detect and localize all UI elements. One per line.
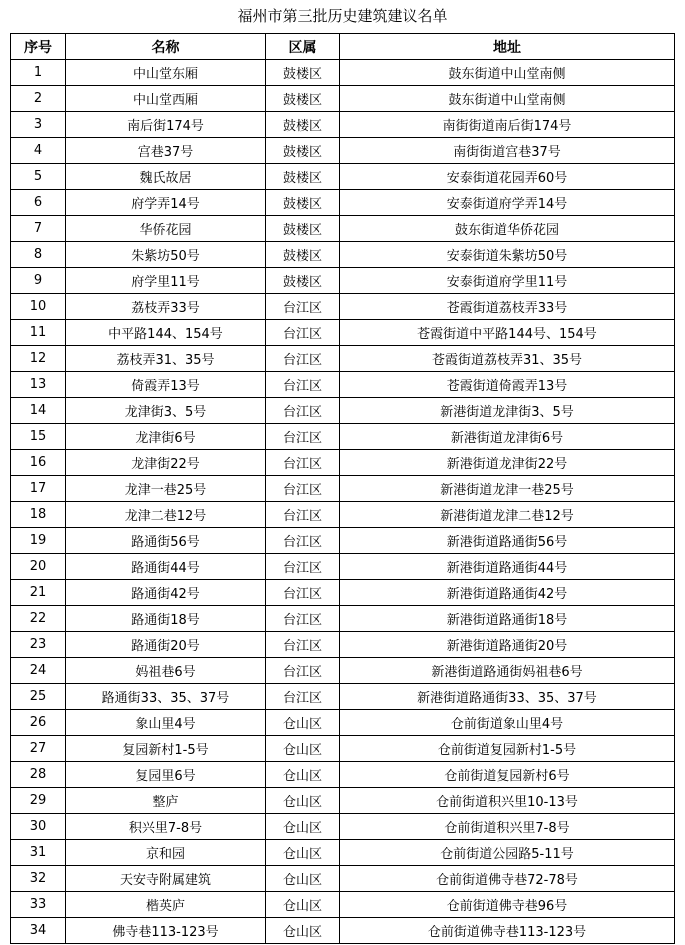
cell-address: 安泰街道府学弄14号 [340, 190, 675, 216]
cell-index: 28 [11, 762, 66, 788]
cell-name: 魏氏故居 [66, 164, 266, 190]
cell-district: 仓山区 [266, 918, 340, 944]
cell-name: 路通街20号 [66, 632, 266, 658]
cell-district: 台江区 [266, 476, 340, 502]
cell-district: 仓山区 [266, 736, 340, 762]
table-row [11, 268, 675, 294]
cell-address: 仓前街道积兴里7-8号 [340, 814, 675, 840]
cell-district: 仓山区 [266, 762, 340, 788]
cell-address: 安泰街道府学里11号 [340, 268, 675, 294]
cell-name: 龙津街6号 [66, 424, 266, 450]
cell-index: 3 [11, 112, 66, 138]
cell-address: 仓前街道佛寺巷113-123号 [340, 918, 675, 944]
cell-district: 台江区 [266, 632, 340, 658]
cell-district: 仓山区 [266, 710, 340, 736]
cell-district: 鼓楼区 [266, 60, 340, 86]
cell-index: 7 [11, 216, 66, 242]
cell-district: 仓山区 [266, 840, 340, 866]
cell-name: 中平路144、154号 [66, 320, 266, 346]
cell-address: 南街街道宫巷37号 [340, 138, 675, 164]
table-row [11, 892, 675, 918]
building-list-table [10, 33, 675, 944]
cell-address: 新港街道路通街33、35、37号 [340, 684, 675, 710]
cell-index: 4 [11, 138, 66, 164]
page-title: 福州市第三批历史建筑建议名单 [237, 7, 448, 25]
cell-district: 台江区 [266, 580, 340, 606]
cell-index: 8 [11, 242, 66, 268]
cell-name: 南后街174号 [66, 112, 266, 138]
cell-address: 新港街道龙津街6号 [340, 424, 675, 450]
table-row [11, 762, 675, 788]
cell-index: 25 [11, 684, 66, 710]
cell-address: 鼓东街道华侨花园 [340, 216, 675, 242]
table-row [11, 684, 675, 710]
cell-index: 32 [11, 866, 66, 892]
table-header-row [11, 34, 675, 60]
table-row [11, 528, 675, 554]
cell-address: 仓前街道复园新村6号 [340, 762, 675, 788]
cell-name: 整庐 [66, 788, 266, 814]
cell-address: 新港街道路通街20号 [340, 632, 675, 658]
cell-address: 仓前街道积兴里10-13号 [340, 788, 675, 814]
cell-name: 倚霞弄13号 [66, 372, 266, 398]
cell-index: 24 [11, 658, 66, 684]
cell-district: 台江区 [266, 320, 340, 346]
cell-name: 楷英庐 [66, 892, 266, 918]
cell-district: 台江区 [266, 372, 340, 398]
cell-address: 安泰街道朱紫坊50号 [340, 242, 675, 268]
cell-district: 台江区 [266, 554, 340, 580]
cell-name: 荔枝弄33号 [66, 294, 266, 320]
table-row [11, 138, 675, 164]
cell-address: 南街街道南后街174号 [340, 112, 675, 138]
cell-district: 台江区 [266, 528, 340, 554]
cell-district: 台江区 [266, 450, 340, 476]
table-row [11, 580, 675, 606]
cell-name: 中山堂东厢 [66, 60, 266, 86]
cell-index: 17 [11, 476, 66, 502]
cell-district: 台江区 [266, 684, 340, 710]
cell-name: 宫巷37号 [66, 138, 266, 164]
table-row [11, 814, 675, 840]
cell-index: 34 [11, 918, 66, 944]
column-header-index: 序号 [11, 34, 66, 60]
table-row [11, 372, 675, 398]
table-row [11, 606, 675, 632]
cell-district: 鼓楼区 [266, 216, 340, 242]
cell-index: 12 [11, 346, 66, 372]
cell-index: 26 [11, 710, 66, 736]
table-row [11, 866, 675, 892]
column-header-address: 地址 [340, 34, 675, 60]
cell-district: 鼓楼区 [266, 112, 340, 138]
cell-address: 新港街道路通街56号 [340, 528, 675, 554]
cell-name: 华侨花园 [66, 216, 266, 242]
table-row [11, 164, 675, 190]
cell-district: 鼓楼区 [266, 164, 340, 190]
table-row [11, 190, 675, 216]
table-row [11, 398, 675, 424]
cell-address: 鼓东街道中山堂南侧 [340, 86, 675, 112]
table-row [11, 450, 675, 476]
cell-name: 路通街33、35、37号 [66, 684, 266, 710]
cell-name: 龙津街22号 [66, 450, 266, 476]
cell-index: 30 [11, 814, 66, 840]
cell-index: 21 [11, 580, 66, 606]
table-row [11, 632, 675, 658]
cell-district: 台江区 [266, 502, 340, 528]
table-row [11, 424, 675, 450]
cell-district: 鼓楼区 [266, 86, 340, 112]
cell-index: 5 [11, 164, 66, 190]
table-row [11, 658, 675, 684]
cell-name: 妈祖巷6号 [66, 658, 266, 684]
cell-name: 府学里11号 [66, 268, 266, 294]
cell-index: 1 [11, 60, 66, 86]
cell-address: 仓前街道公园路5-11号 [340, 840, 675, 866]
cell-name: 龙津街3、5号 [66, 398, 266, 424]
table-row [11, 710, 675, 736]
cell-index: 14 [11, 398, 66, 424]
table-row [11, 242, 675, 268]
cell-name: 路通街44号 [66, 554, 266, 580]
cell-district: 鼓楼区 [266, 190, 340, 216]
cell-address: 新港街道龙津二巷12号 [340, 502, 675, 528]
cell-district: 台江区 [266, 424, 340, 450]
cell-district: 仓山区 [266, 814, 340, 840]
table-row [11, 294, 675, 320]
cell-address: 新港街道路通街42号 [340, 580, 675, 606]
cell-address: 新港街道路通街妈祖巷6号 [340, 658, 675, 684]
table-row [11, 476, 675, 502]
cell-address: 苍霞街道荔枝弄33号 [340, 294, 675, 320]
cell-index: 33 [11, 892, 66, 918]
cell-index: 2 [11, 86, 66, 112]
cell-name: 荔枝弄31、35号 [66, 346, 266, 372]
cell-district: 鼓楼区 [266, 268, 340, 294]
cell-name: 佛寺巷113-123号 [66, 918, 266, 944]
cell-index: 16 [11, 450, 66, 476]
cell-address: 仓前街道佛寺巷72-78号 [340, 866, 675, 892]
cell-address: 仓前街道佛寺巷96号 [340, 892, 675, 918]
table-row [11, 86, 675, 112]
cell-index: 23 [11, 632, 66, 658]
table-row [11, 112, 675, 138]
column-header-name: 名称 [66, 34, 266, 60]
cell-name: 路通街56号 [66, 528, 266, 554]
cell-address: 苍霞街道倚霞弄13号 [340, 372, 675, 398]
cell-address: 新港街道路通街18号 [340, 606, 675, 632]
cell-index: 13 [11, 372, 66, 398]
cell-name: 积兴里7-8号 [66, 814, 266, 840]
cell-name: 路通街42号 [66, 580, 266, 606]
cell-name: 天安寺附属建筑 [66, 866, 266, 892]
cell-index: 31 [11, 840, 66, 866]
column-header-district: 区属 [266, 34, 340, 60]
table-row [11, 554, 675, 580]
cell-name: 龙津二巷12号 [66, 502, 266, 528]
cell-index: 18 [11, 502, 66, 528]
cell-district: 台江区 [266, 606, 340, 632]
table-row [11, 60, 675, 86]
cell-name: 路通街18号 [66, 606, 266, 632]
cell-district: 台江区 [266, 294, 340, 320]
cell-name: 府学弄14号 [66, 190, 266, 216]
cell-index: 10 [11, 294, 66, 320]
cell-index: 22 [11, 606, 66, 632]
cell-name: 中山堂西厢 [66, 86, 266, 112]
cell-name: 龙津一巷25号 [66, 476, 266, 502]
cell-district: 台江区 [266, 346, 340, 372]
table-row [11, 736, 675, 762]
cell-address: 新港街道龙津街22号 [340, 450, 675, 476]
table-row [11, 788, 675, 814]
cell-district: 鼓楼区 [266, 242, 340, 268]
cell-address: 苍霞街道荔枝弄31、35号 [340, 346, 675, 372]
table-row [11, 840, 675, 866]
cell-address: 鼓东街道中山堂南侧 [340, 60, 675, 86]
table-row [11, 918, 675, 944]
table-row [11, 502, 675, 528]
cell-district: 鼓楼区 [266, 138, 340, 164]
cell-name: 京和园 [66, 840, 266, 866]
cell-name: 复园新村1-5号 [66, 736, 266, 762]
cell-district: 仓山区 [266, 866, 340, 892]
cell-district: 仓山区 [266, 788, 340, 814]
cell-name: 复园里6号 [66, 762, 266, 788]
cell-index: 29 [11, 788, 66, 814]
cell-address: 新港街道路通街44号 [340, 554, 675, 580]
cell-index: 20 [11, 554, 66, 580]
cell-name: 象山里4号 [66, 710, 266, 736]
cell-name: 朱紫坊50号 [66, 242, 266, 268]
cell-district: 仓山区 [266, 892, 340, 918]
table-row [11, 320, 675, 346]
cell-address: 新港街道龙津一巷25号 [340, 476, 675, 502]
cell-index: 27 [11, 736, 66, 762]
cell-index: 11 [11, 320, 66, 346]
cell-address: 仓前街道复园新村1-5号 [340, 736, 675, 762]
cell-index: 6 [11, 190, 66, 216]
cell-index: 15 [11, 424, 66, 450]
table-row [11, 216, 675, 242]
cell-address: 仓前街道象山里4号 [340, 710, 675, 736]
cell-index: 9 [11, 268, 66, 294]
cell-index: 19 [11, 528, 66, 554]
cell-address: 新港街道龙津街3、5号 [340, 398, 675, 424]
table-row [11, 346, 675, 372]
cell-district: 台江区 [266, 658, 340, 684]
cell-address: 安泰街道花园弄60号 [340, 164, 675, 190]
cell-address: 苍霞街道中平路144号、154号 [340, 320, 675, 346]
cell-district: 台江区 [266, 398, 340, 424]
